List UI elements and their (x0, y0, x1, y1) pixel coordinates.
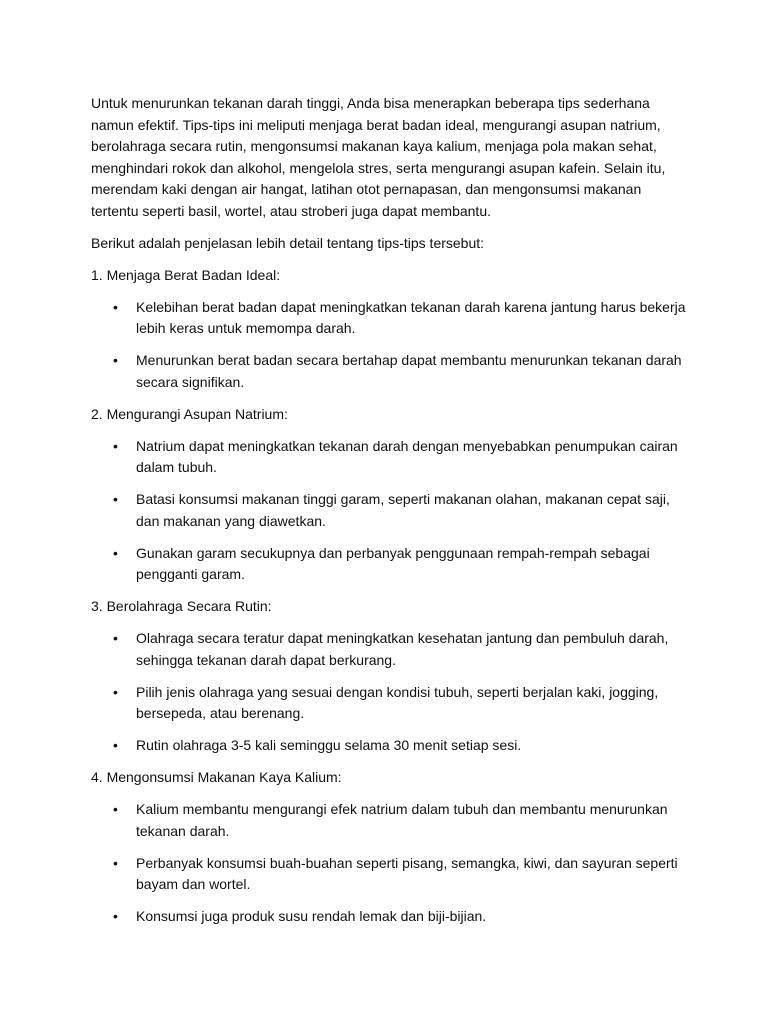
list-item-text: Batasi konsumsi makanan tinggi garam, seperti makanan olahan, makanan cepat saji, dan makanan yang diawetkan. (136, 491, 670, 529)
section-heading: 3. Berolahraga Secara Rutin: (91, 598, 272, 614)
bullet-icon: • (113, 854, 118, 871)
list-item-text: Pilih jenis olahraga yang sesuai dengan kondisi tubuh, seperti berjalan kaki, jogging, bersepeda, atau berenang. (136, 683, 659, 721)
list-item-text: Gunakan garam secukupnya dan perbanyak penggunaan rempah-rempah sebagai pengganti garam. (136, 544, 650, 582)
list-item (91, 906, 691, 928)
section-2 (91, 404, 691, 586)
section-4 (91, 767, 691, 928)
list-item (91, 436, 691, 479)
list-item (91, 682, 691, 725)
list-item (91, 350, 691, 393)
bullet-icon: • (113, 437, 118, 454)
list-item-text: Kalium membantu mengurangi efek natrium dalam tubuh dan membantu menurunkan tekanan darah. (136, 801, 668, 839)
bullet-list (91, 297, 691, 394)
list-item-text: Perbanyak konsumsi buah-buahan seperti pisang, semangka, kiwi, dan sayuran seperti bayam dan wortel. (136, 854, 678, 892)
list-item-text: Menurunkan berat badan secara bertahap dapat membantu menurunkan tekanan darah secara signifikan. (136, 352, 682, 390)
bullet-icon: • (113, 801, 118, 817)
bullet-icon: • (113, 352, 118, 368)
lead-paragraph: Berikut adalah penjelasan lebih detail tentang tips-tips tersebut: (91, 234, 485, 251)
document-page (91, 93, 691, 938)
bullet-list (91, 628, 691, 757)
section-heading: 4. Mengonsumsi Makanan Kaya Kalium: (91, 769, 342, 785)
list-item-text: Kelebihan berat badan dapat meningkatkan tekanan darah karena jantung harus bekerja lebih keras untuk memompa darah. (136, 298, 686, 336)
bullet-icon: • (113, 298, 118, 315)
bullet-icon: • (113, 683, 118, 700)
bullet-icon: • (113, 544, 118, 561)
list-item (91, 799, 691, 842)
list-item-text: Konsumsi juga produk susu rendah lemak dan biji-bijian. (136, 908, 487, 924)
list-item-text: Olahraga secara teratur dapat meningkatkan kesehatan jantung dan pembuluh darah, sehingga tekanan darah dapat berkurang. (136, 630, 669, 668)
bullet-icon: • (113, 491, 118, 507)
intro-paragraph: Untuk menurunkan tekanan darah tinggi, Anda bisa menerapkan beberapa tips sederhana namun efektif. Tips-tips ini meliputi menjaga berat badan ideal, mengurangi asupan natrium, berolahraga secara rutin, mengonsumsi makanan kaya kalium, menjaga pola makan sehat, menghindari rokok dan alkohol, mengelola stres, serta mengurangi asupan kafein. Selain itu, merendam kaki dengan air hangat, latihan otot pernapasan, dan mengonsumsi makanan tertentu seperti basil, wortel, atau stroberi juga dapat membantu. (91, 95, 666, 219)
bullet-icon: • (113, 630, 118, 646)
section-1 (91, 265, 691, 394)
list-item (91, 735, 691, 757)
section-3 (91, 596, 691, 757)
list-item (91, 297, 691, 340)
bullet-icon: • (113, 737, 118, 753)
list-item-text: Rutin olahraga 3-5 kali seminggu selama 30 menit setiap sesi. (136, 737, 522, 753)
bullet-icon: • (113, 908, 118, 924)
section-heading: 2. Mengurangi Asupan Natrium: (91, 405, 288, 422)
list-item (91, 628, 691, 671)
bullet-list (91, 799, 691, 928)
list-item (91, 853, 691, 896)
list-item (91, 489, 691, 532)
list-item-text: Natrium dapat meningkatkan tekanan darah dengan menyebabkan penumpukan cairan dalam tubuh. (136, 437, 678, 475)
section-heading: 1. Menjaga Berat Badan Ideal: (91, 266, 281, 283)
list-item (91, 543, 691, 586)
bullet-list (91, 436, 691, 586)
